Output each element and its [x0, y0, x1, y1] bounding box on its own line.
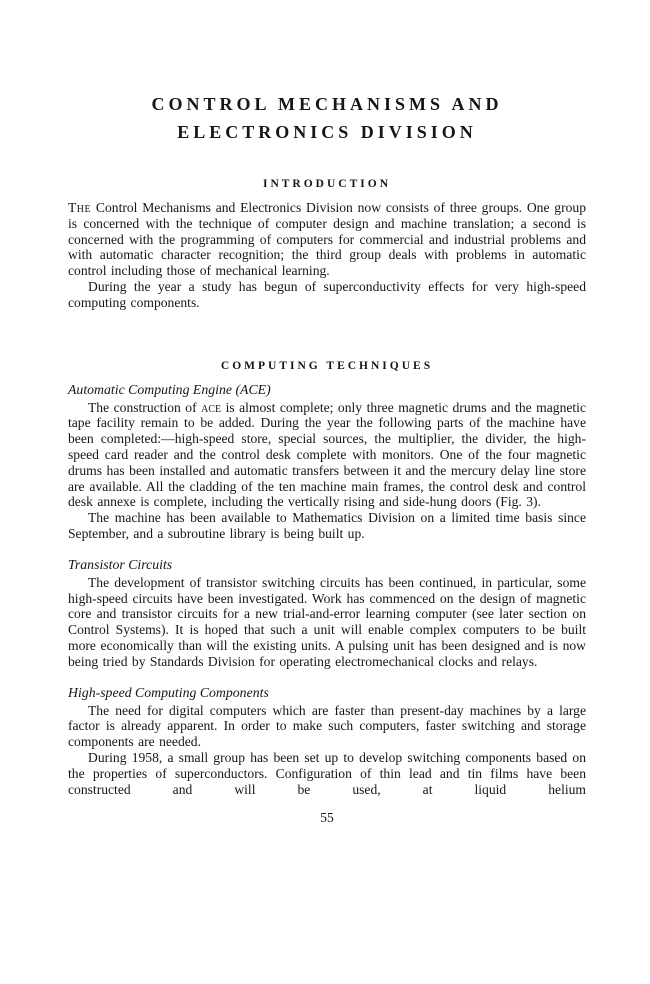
page-title: [68, 90, 586, 146]
lead-word-small-caps: The: [68, 200, 92, 215]
ace-paragraph-1-pre: The construction of: [88, 399, 202, 415]
introduction-heading: INTRODUCTION: [262, 178, 391, 190]
computing-techniques-heading: COMPUTING TECHNIQUES: [220, 359, 434, 372]
ace-paragraph-1-post: is almost complete; only three magnetic drums and the magnetic tape facility remain to be added. During the year the following parts of the machine have been completed:—high-speed store, special sources, the multiplier, the divider, the high-speed card reader and the control desk complete with monitors. One of the four magnetic drums has been installed and automatic transfers between it and the mercury delay line store are available. All the cladding of the ten machine main frames, the control desk and control desk annexe is complete, including the vertically rising and side-hung doors (Fig. 3).: [68, 399, 586, 510]
transistor-circuits-paragraph: The development of transistor switching circuits has been continued, in particular, some high-speed circuits have been investigated. Work has commenced on the design of magnetic core and transistor circuits for a new trial-and-error learning computer (see later section on Control Systems). It is hoped that such a unit will enable complex computers to be built more economically than will the existing units. A pulsing unit has been designed and is now being tried by Standards Division for operating electromechanical clocks and relays.: [68, 574, 586, 669]
introduction-paragraph-1: [68, 200, 586, 279]
transistor-circuits-subheading: Transistor Circuits: [68, 556, 173, 572]
ace-paragraph-1: [68, 400, 586, 511]
ace-paragraph-2: The machine has been available to Mathematics Division on a limited time basis since September, and a subroutine library is being built up.: [68, 510, 586, 541]
introduction-paragraph-2: During the year a study has begun of superconductivity effects for very high-speed computing components.: [68, 278, 586, 310]
high-speed-paragraph-1: The need for digital computers which are faster than present-day machines by a large factor is already apparent. In order to make such computers, faster switching and storage components are needed.: [68, 702, 586, 750]
ace-subheading: Automatic Computing Engine (ACE): [68, 381, 271, 397]
page-number: 55: [320, 810, 334, 826]
high-speed-paragraph-2: During 1958, a small group has been set up to develop switching components based on the properties of superconductors. Configuration of thin lead and tin films have been constructed and will be used, at liquid helium: [68, 749, 586, 797]
page-title-line1: CONTROL MECHANISMS AND: [151, 94, 503, 114]
high-speed-components-subheading: High-speed Computing Components: [68, 684, 269, 700]
ace-acronym-small-caps: ace: [201, 399, 222, 415]
introduction-paragraph-1-text: Control Mechanisms and Electronics Division now consists of three groups. One group is concerned with the technique of computer design and machine translation; a second is concerned with the programming of computers for commercial and industrial problems and with automatic character recognition; the third group deals with problems in automatic control including those of mechanical learning.: [68, 200, 586, 279]
page-title-line2: ELECTRONICS DIVISION: [177, 122, 477, 142]
